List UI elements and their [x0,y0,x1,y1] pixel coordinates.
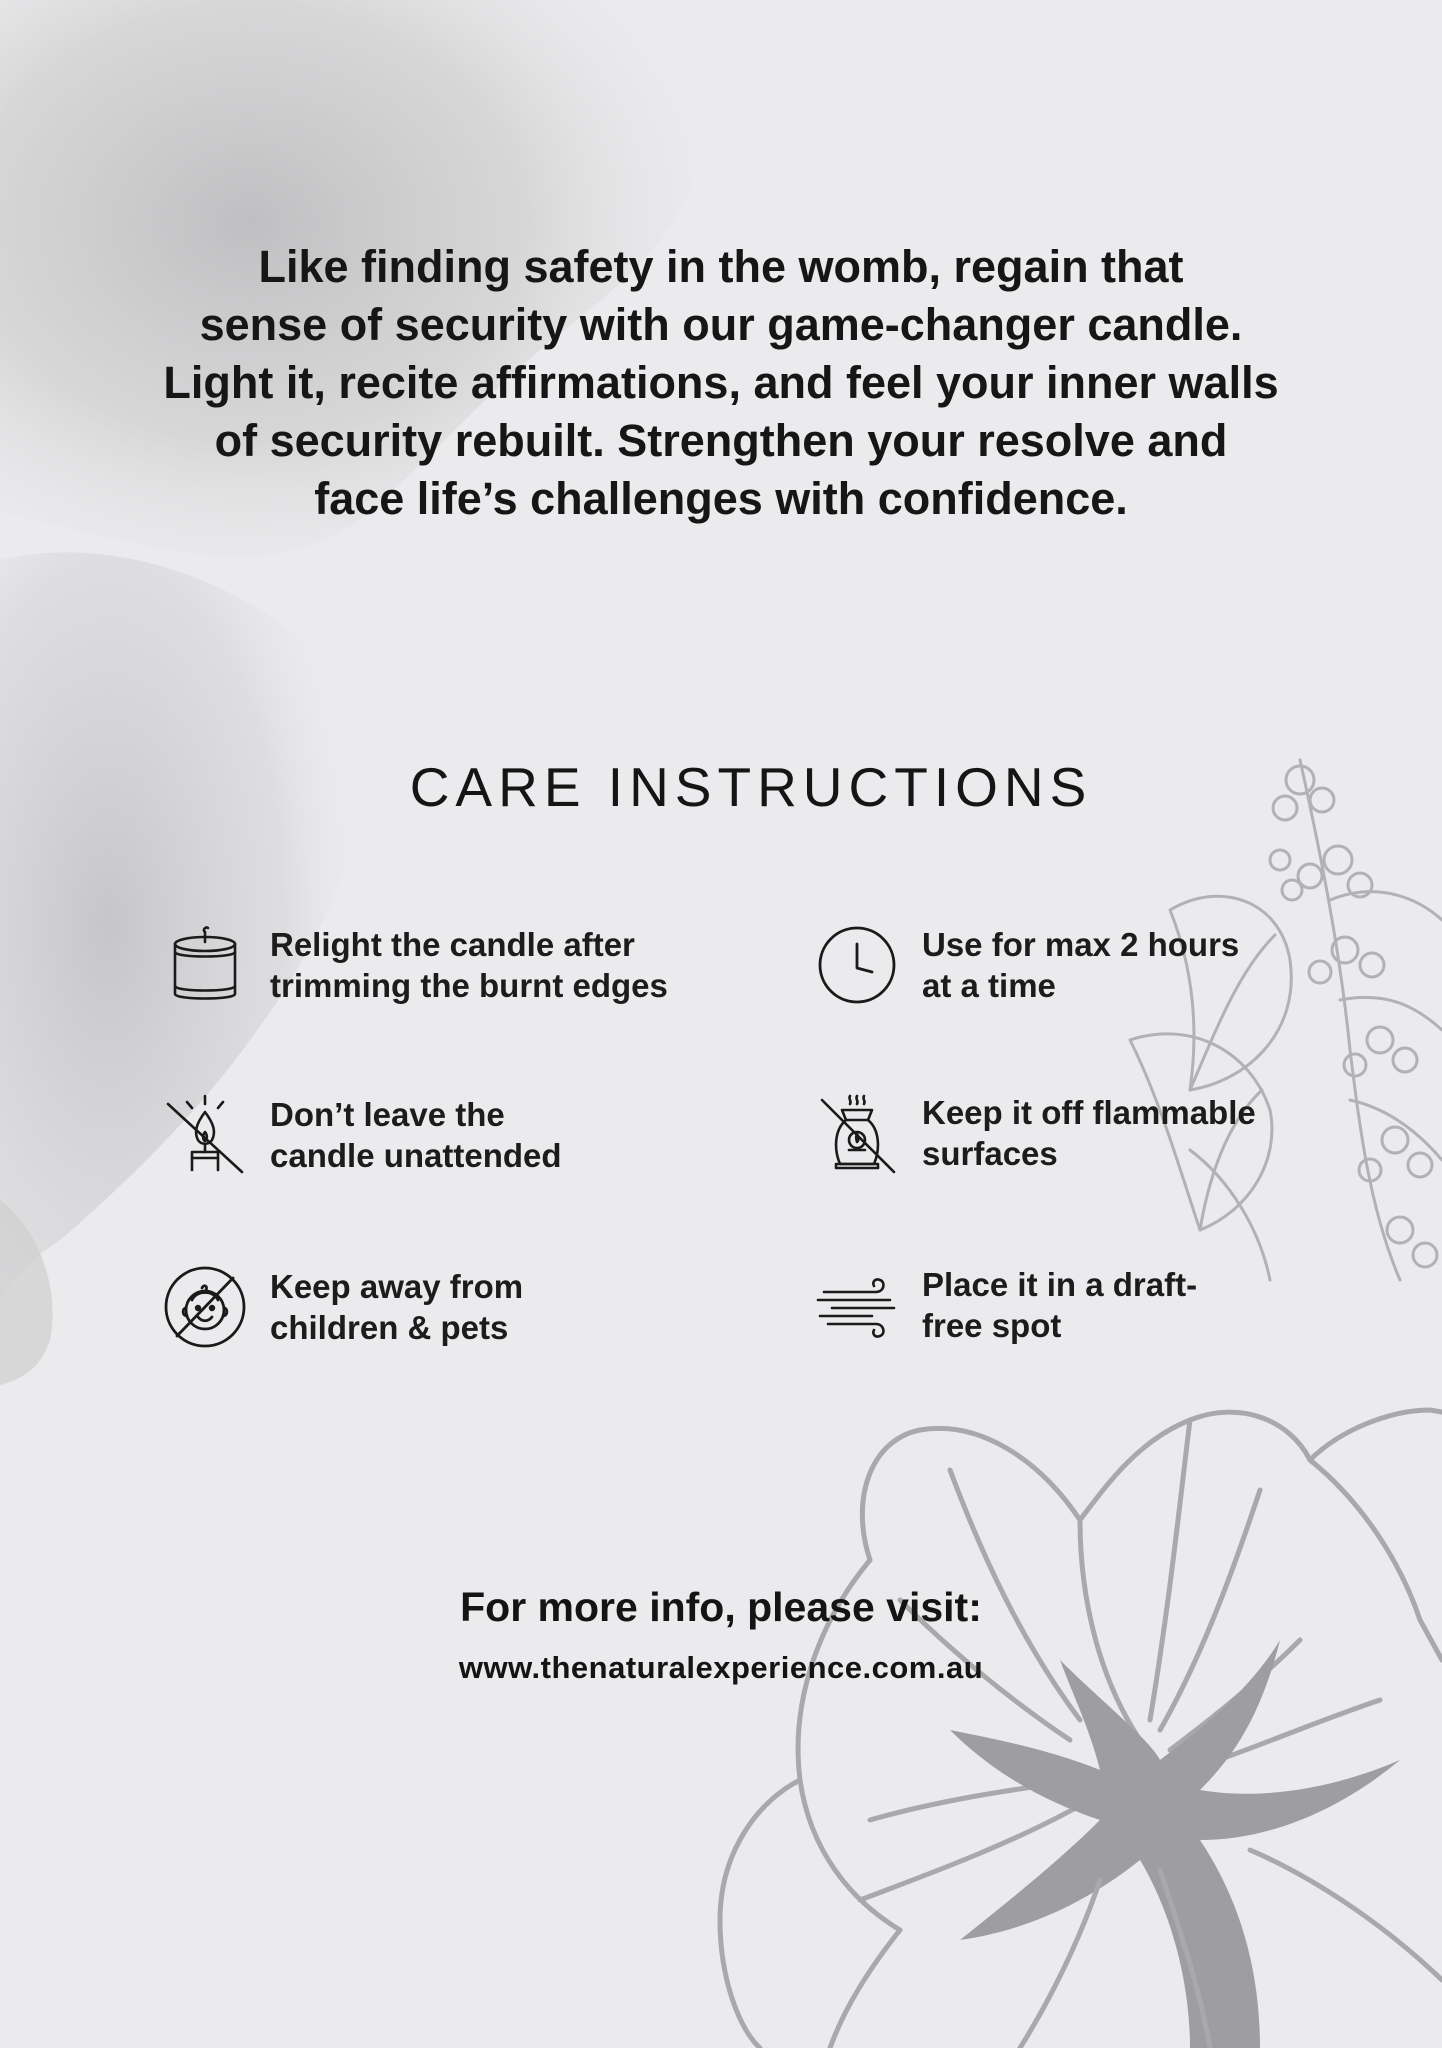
intro-line: face life’s challenges with confidence. [314,473,1128,524]
botanical-flower [720,1410,1442,2048]
intro-line: Light it, recite affirmations, and feel your inner walls [163,357,1279,408]
intro-line: of security rebuilt. Strengthen your resolve and [214,415,1228,466]
clock-icon [814,922,900,1008]
candle-jar-icon [162,922,248,1008]
no-flame-icon [162,1092,248,1178]
instruction-text: Place it in a draft- free spot [922,1266,1198,1344]
intro-line: Like finding safety in the womb, regain that [258,241,1184,292]
instruction-text: Use for max 2 hours at a time [922,926,1240,1004]
instruction-item-draft-free [814,1262,1197,1348]
care-instructions-heading: CARE INSTRUCTIONS [409,756,1093,818]
instruction-text: Keep it off flammable surfaces [922,1094,1256,1172]
wind-icon [814,1262,900,1348]
instruction-text: Keep away from children & pets [270,1268,524,1346]
instruction-item-relight [162,922,668,1008]
instruction-text: Don’t leave the candle unattended [270,1096,562,1174]
website-link[interactable]: www.thenaturalexperience.com.au [458,1650,984,1685]
no-children-icon [162,1264,248,1350]
intro-paragraph [80,238,1362,528]
instruction-item-unattended [162,1092,562,1178]
instruction-text: Relight the candle after trimming the burnt edges [270,926,668,1004]
instruction-item-max-hours [814,922,1239,1008]
intro-line: sense of security with our game-changer candle. [199,299,1243,350]
botanical-sprig [1130,760,1442,1280]
no-burner-icon [814,1090,900,1176]
footer-info-label: For more info, please visit: [460,1584,982,1630]
instruction-item-flammable [814,1090,1256,1176]
instruction-item-children [162,1264,523,1350]
